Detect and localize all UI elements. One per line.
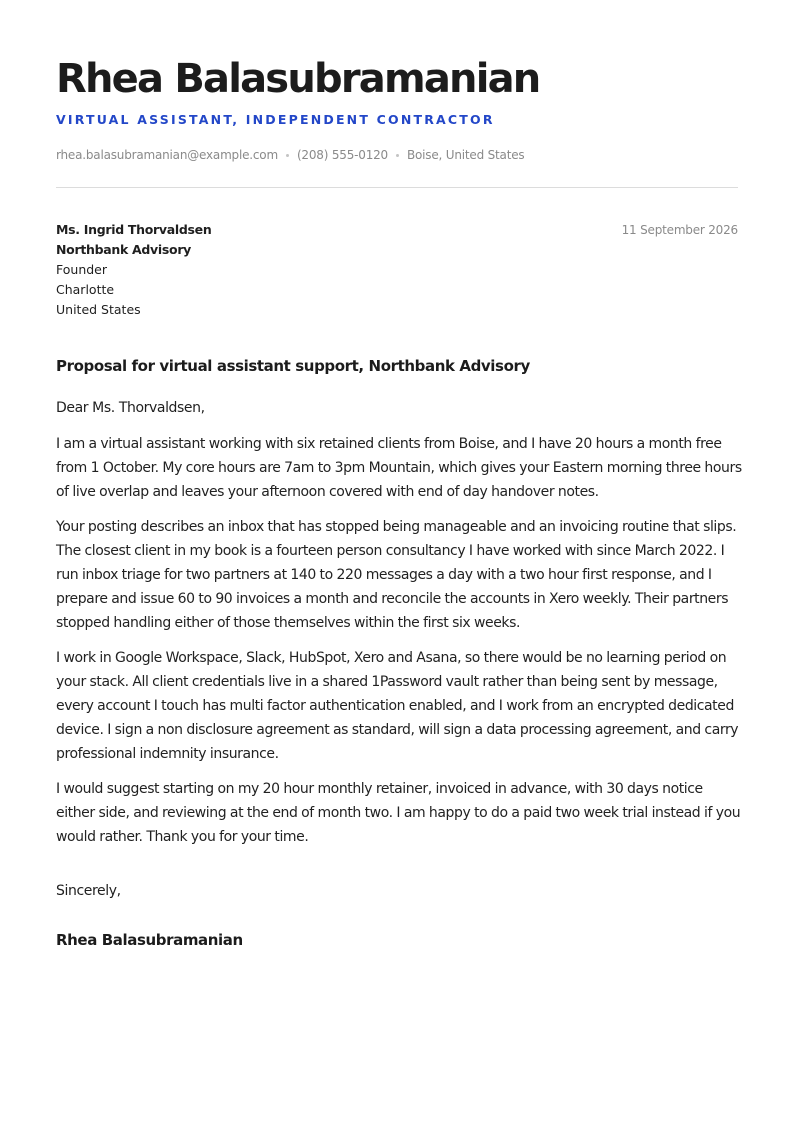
salutation: Dear Ms. Thorvaldsen, [56, 400, 205, 416]
header-divider [56, 187, 738, 188]
contact-email: rhea.balasubramanian@example.com [56, 148, 278, 162]
contact-phone: (208) 555-0120 [296, 148, 388, 162]
sender-role: VIRTUAL ASSISTANT, INDEPENDENT CONTRACTOR [56, 112, 495, 127]
contact-line [56, 146, 524, 164]
recipient-city: Charlotte [56, 282, 115, 297]
body-paragraph: Your posting describes an inbox that has stopped being manageable and an invoicing routine that slips. The closest client in my book is a fourteen person consultancy I have worked with since March 2022. I run inbox triage for two partners at 140 to 220 messages a day with a two hour first response, and I prepare and issue 60 to 90 invoices a month and reconcile the accounts in Xero weekly. Their partners stopped handling either of those themselves within the first six weeks. [56, 519, 737, 631]
body-paragraph: I would suggest starting on my 20 hour monthly retainer, invoiced in advance, with 30 days notice either side, and reviewing at the end of month two. I am happy to do a paid two week trial instead if you would rather. Thank you for your time. [56, 781, 741, 845]
closing: Sincerely, [56, 883, 121, 899]
separator-dot-icon [396, 154, 399, 157]
recipient-company: Northbank Advisory [56, 242, 192, 257]
recipient-name: Ms. Ingrid Thorvaldsen [56, 222, 212, 237]
body-paragraph: I am a virtual assistant working with six retained clients from Boise, and I have 20 hours a month free from 1 October. My core hours are 7am to 3pm Mountain, which gives your Eastern morning three hours of live overlap and leaves your afternoon covered with end of day handover notes. [56, 436, 742, 500]
letter-date: 11 September 2026 [621, 223, 738, 237]
letter-body [56, 432, 742, 860]
separator-dot-icon [286, 154, 289, 157]
recipient-country: United States [56, 302, 141, 317]
recipient-block [56, 220, 211, 320]
contact-location: Boise, United States [407, 148, 525, 162]
body-paragraph: I work in Google Workspace, Slack, HubSpot, Xero and Asana, so there would be no learning period on your stack. All client credentials live in a shared 1Password vault rather than being sent by message, every account I touch has multi factor authentication enabled, and I work from an encrypted dedicated device. I sign a non disclosure agreement as standard, will sign a data processing agreement, and carry professional indemnity insurance. [56, 650, 739, 762]
sender-name: Rhea Balasubramanian [56, 56, 540, 102]
letter-subject: Proposal for virtual assistant support, Northbank Advisory [56, 357, 530, 375]
signature-name: Rhea Balasubramanian [56, 931, 243, 949]
recipient-title: Founder [56, 262, 108, 277]
